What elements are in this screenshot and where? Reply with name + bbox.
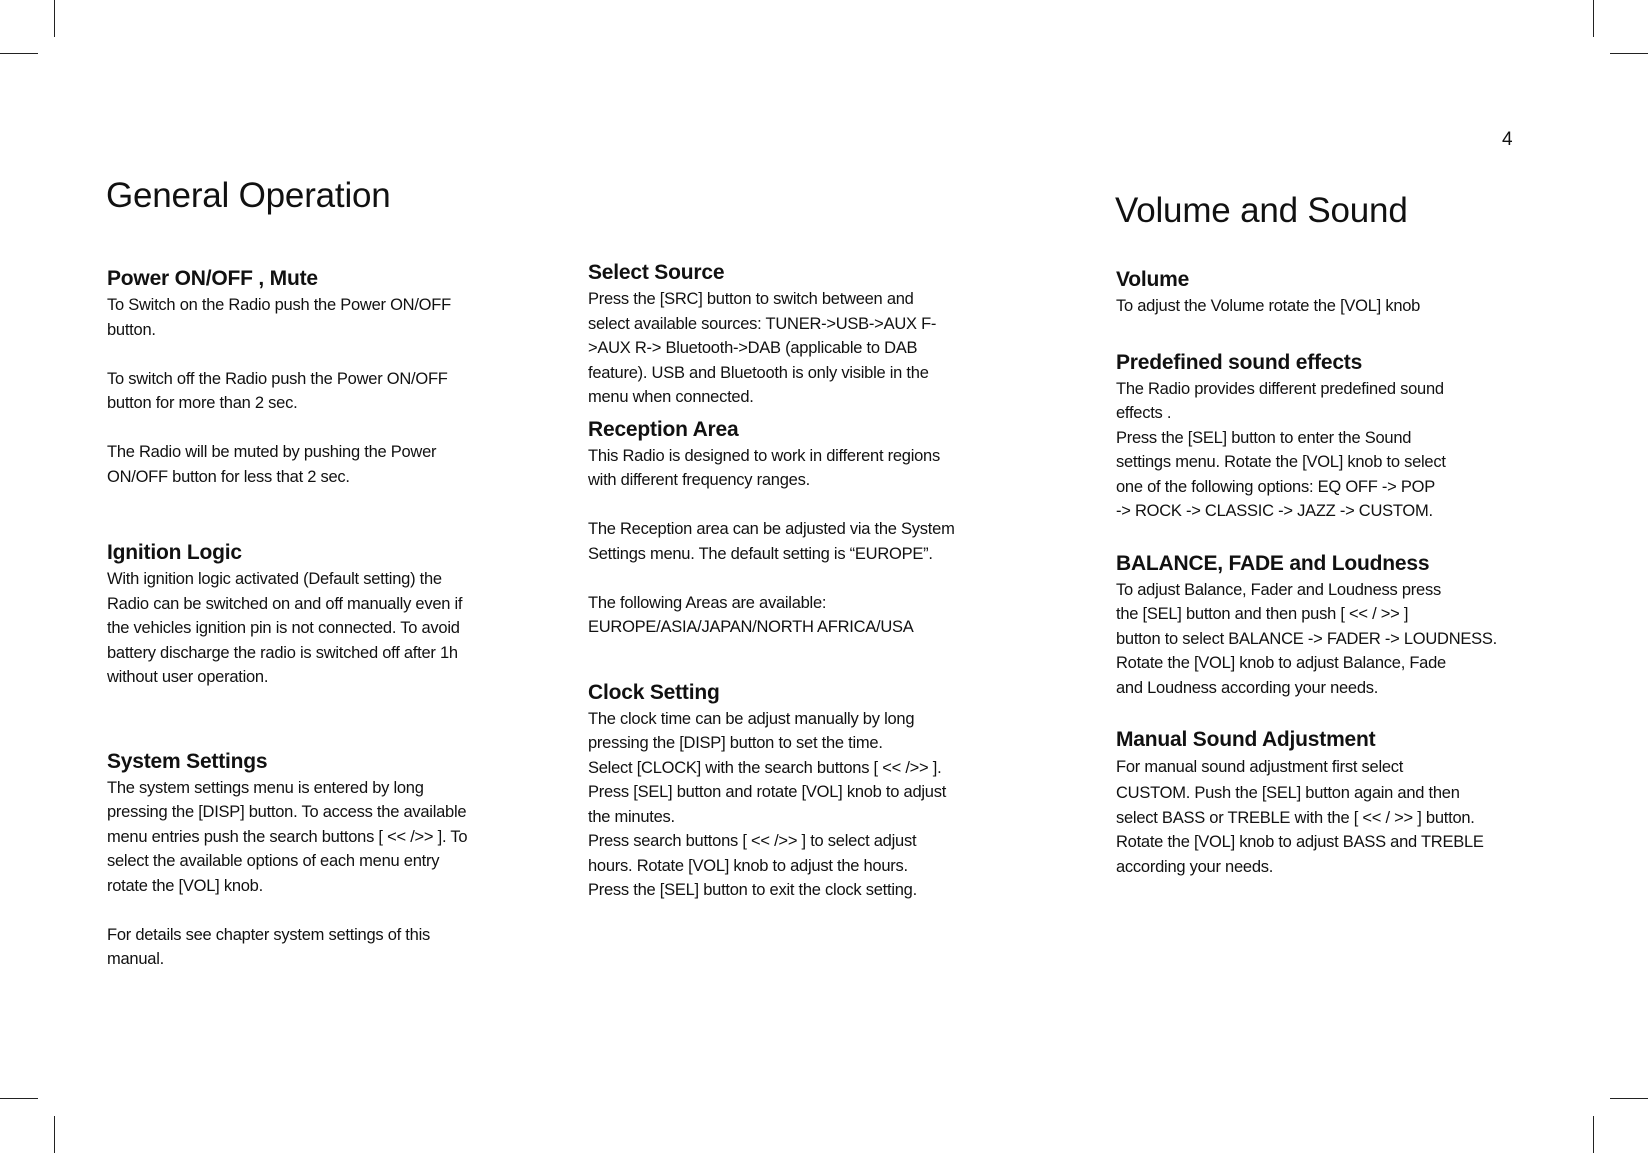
crop-mark-top-right-horizontal xyxy=(1610,53,1648,54)
section-ignition-logic xyxy=(107,539,557,690)
column-general-operation-left xyxy=(107,265,557,972)
text-line: Press the [SEL] button to enter the Sound xyxy=(1116,428,1412,447)
text-line: button. xyxy=(107,320,156,339)
crop-mark-bottom-right-vertical xyxy=(1593,1116,1594,1153)
section-balance-fade-loudness xyxy=(1116,550,1556,701)
text-line: To adjust Balance, Fader and Loudness press xyxy=(1116,580,1441,599)
text-line: EUROPE/ASIA/JAPAN/NORTH AFRICA/USA xyxy=(588,618,914,636)
text-line: The following Areas are available: xyxy=(588,593,827,612)
text-line: and Loudness according your needs. xyxy=(1116,678,1379,697)
section-heading: Reception Area xyxy=(588,417,739,441)
text-line: one of the following options: EQ OFF -> POP xyxy=(1116,477,1435,496)
text-line: Press the [SEL] button to exit the clock setting. xyxy=(588,881,917,899)
text-line: pressing the [DISP] button. To access the available xyxy=(107,803,467,821)
text-line: battery discharge the radio is switched off after 1h xyxy=(107,643,458,662)
section-reception-area xyxy=(588,416,1028,640)
text-line: The Radio provides different predefined sound xyxy=(1116,379,1444,398)
text-line: Rotate the [VOL] knob to adjust BASS and TREBLE xyxy=(1116,833,1484,851)
text-line: with different frequency ranges. xyxy=(588,471,810,489)
text-line: the minutes. xyxy=(588,807,675,826)
text-line: Radio can be switched on and off manually even if xyxy=(107,594,463,613)
text-line: Press search buttons [ << />> ] to select adjust xyxy=(588,832,917,850)
text-line: With ignition logic activated (Default setting) the xyxy=(107,570,442,588)
section-power-mute xyxy=(107,265,557,489)
section-select-source xyxy=(588,259,1028,410)
section-heading: Select Source xyxy=(588,261,725,284)
text-line: Select [CLOCK] with the search buttons [ << />> ]. xyxy=(588,758,942,777)
text-line: button for more than 2 sec. xyxy=(107,394,298,412)
paragraph-gap xyxy=(588,566,1028,591)
text-line: CUSTOM. Push the [SEL] button again and then xyxy=(1116,784,1460,802)
section-heading: Clock Setting xyxy=(588,680,720,704)
text-line: To switch off the Radio push the Power ON/OFF xyxy=(107,369,448,388)
text-line: select the available options of each menu entry xyxy=(107,852,440,870)
crop-mark-bottom-left-horizontal xyxy=(0,1098,38,1099)
text-line: hours. Rotate [VOL] knob to adjust the hours. xyxy=(588,856,908,875)
crop-mark-bottom-right-horizontal xyxy=(1610,1098,1648,1099)
text-line: effects . xyxy=(1116,404,1172,422)
crop-mark-bottom-left-vertical xyxy=(54,1116,55,1153)
text-line: The Reception area can be adjusted via the System xyxy=(588,520,955,538)
section-system-settings xyxy=(107,748,557,972)
section-heading: Volume xyxy=(1116,268,1190,291)
text-line: menu entries push the search buttons [ << />> ]. To xyxy=(107,827,468,846)
text-line: Press the [SRC] button to switch between and xyxy=(588,290,914,308)
page-number: 4 xyxy=(1502,129,1513,150)
text-line: >AUX R-> Bluetooth->DAB (applicable to DAB xyxy=(588,339,918,357)
section-heading: BALANCE, FADE and Loudness xyxy=(1116,551,1430,575)
paragraph-gap xyxy=(107,898,557,923)
text-line: For details see chapter system settings of this xyxy=(107,925,430,944)
text-line: -> ROCK -> CLASSIC -> JAZZ -> CUSTOM. xyxy=(1116,502,1433,520)
text-line: rotate the [VOL] knob. xyxy=(107,876,263,895)
text-line: To Switch on the Radio push the Power ON/OFF xyxy=(107,296,451,314)
column-volume-and-sound xyxy=(1116,266,1556,879)
text-line: pressing the [DISP] button to set the time. xyxy=(588,734,883,752)
text-line: The Radio will be muted by pushing the Power xyxy=(107,443,437,461)
section-volume xyxy=(1116,266,1556,319)
text-line: For manual sound adjustment first select xyxy=(1116,758,1404,776)
section-heading: Manual Sound Adjustment xyxy=(1116,728,1376,751)
text-line: the vehicles ignition pin is not connected. To avoid xyxy=(107,619,460,637)
text-line: ON/OFF button for less that 2 sec. xyxy=(107,467,350,486)
text-line: feature). USB and Bluetooth is only visible in the xyxy=(588,363,929,382)
section-heading: Predefined sound effects xyxy=(1116,350,1363,374)
text-line: select available sources: TUNER->USB->AUX F- xyxy=(588,314,937,333)
crop-mark-top-left-vertical xyxy=(54,0,55,37)
section-predefined-sound-effects xyxy=(1116,349,1556,524)
page-title-general-operation: General Operation xyxy=(106,176,391,215)
paragraph-gap xyxy=(107,342,557,367)
text-line: Press [SEL] button and rotate [VOL] knob to adjust xyxy=(588,783,947,801)
section-heading: System Settings xyxy=(107,749,268,773)
section-heading: Power ON/OFF , Mute xyxy=(107,267,318,290)
text-line: select BASS or TREBLE with the [ << / >> ] button. xyxy=(1116,808,1475,827)
text-line: The system settings menu is entered by long xyxy=(107,778,424,797)
page-title-volume-and-sound: Volume and Sound xyxy=(1115,191,1408,230)
text-line: according your needs. xyxy=(1116,857,1274,876)
text-line: manual. xyxy=(107,950,164,968)
crop-mark-top-right-vertical xyxy=(1593,0,1594,37)
text-line: settings menu. Rotate the [VOL] knob to select xyxy=(1116,453,1446,471)
section-manual-sound-adjustment xyxy=(1116,726,1556,879)
text-line: Settings menu. The default setting is “EUROPE”. xyxy=(588,544,933,563)
paragraph-gap xyxy=(107,416,557,441)
text-line: To adjust the Volume rotate the [VOL] knob xyxy=(1116,297,1421,315)
crop-mark-top-left-horizontal xyxy=(0,53,38,54)
section-clock-setting xyxy=(588,679,1028,903)
paragraph-gap xyxy=(588,493,1028,518)
column-general-operation-right xyxy=(588,259,1028,903)
text-line: without user operation. xyxy=(107,668,269,686)
text-line: The clock time can be adjust manually by long xyxy=(588,709,915,728)
section-heading: Ignition Logic xyxy=(107,541,242,564)
text-line: button to select BALANCE -> FADER -> LOUDNESS. xyxy=(1116,629,1497,648)
text-line: This Radio is designed to work in different regions xyxy=(588,446,940,465)
text-line: Rotate the [VOL] knob to adjust Balance, Fade xyxy=(1116,654,1446,672)
text-line: menu when connected. xyxy=(588,388,754,406)
text-line: the [SEL] button and then push [ << / >> ] xyxy=(1116,605,1409,623)
